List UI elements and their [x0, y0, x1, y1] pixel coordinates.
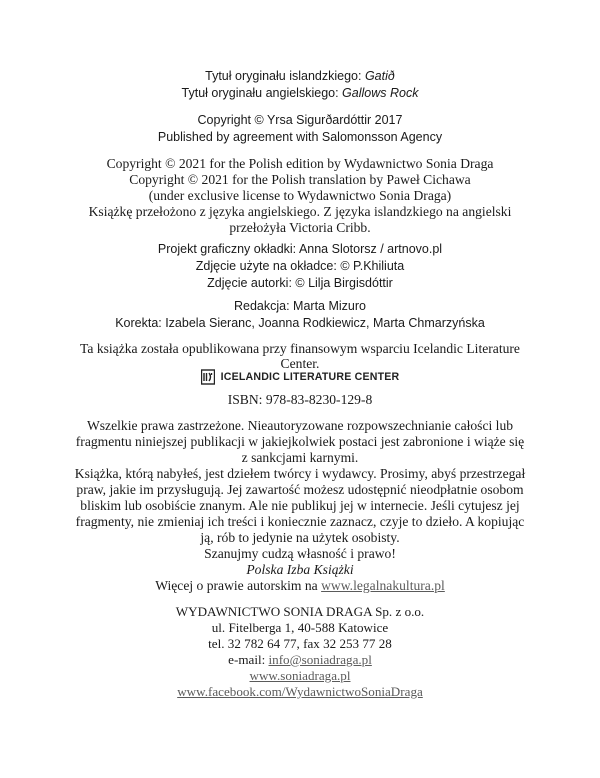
cover-design-credit: Projekt graficzny okładki: Anna Slotorsz / artnovo.pl	[157, 242, 443, 256]
copyright-polish-translation: Copyright © 2021 for the Polish translation by Paweł Cichawa	[129, 172, 471, 187]
ilc-logo-text: ICELANDIC LITERATURE CENTER	[220, 371, 400, 383]
publisher-website-line	[0, 667, 600, 684]
proofreading-credit: Korekta: Izabela Sieranc, Joanna Rodkiewicz, Marta Chmarzyńska	[115, 316, 485, 330]
original-title-english	[0, 85, 600, 102]
label: Tytuł oryginału islandzkiego:	[205, 69, 365, 83]
legal-culture-prefix: Więcej o prawie autorskim na	[155, 578, 322, 593]
publisher-email-line	[0, 651, 600, 668]
rights-line: bliskim lub osobiście znanym. Ale nie publikuj jej w internecie. Jeśli cytujesz jej	[80, 498, 520, 513]
title-italic: Gatið	[364, 69, 395, 83]
support-note-cont: Center.	[280, 356, 320, 371]
title-italic: Gallows Rock	[342, 86, 419, 100]
rights-line: fragmenty, nie zmieniaj ich treści i koniecznie zaznacz, czyje to dzieło. A kopiując	[75, 514, 525, 529]
chamber-name-italic: Polska Izba Książki	[246, 562, 354, 577]
editor-credit: Redakcja: Marta Mizuro	[234, 299, 366, 313]
author-photo-credit: Zdjęcie autorki: © Lilja Birgisdóttir	[207, 276, 393, 290]
legal-culture-line	[0, 577, 600, 594]
rights-line: Wszelkie prawa zastrzeżone. Nieautoryzowane rozpowszechnianie całości lub	[86, 418, 514, 433]
rights-line: fragmentu niniejszej publikacji w jakiejkolwiek postaci jest zabronione i wiąże się	[75, 434, 525, 449]
agency-line: Published by agreement with Salomonsson Agency	[157, 130, 443, 144]
ilc-emblem-icon	[201, 369, 215, 385]
icelandic-literature-center-logo	[0, 369, 600, 385]
publisher-address: ul. Fitelberga 1, 40-588 Katowice	[211, 620, 389, 635]
facebook-link[interactable]: www.facebook.com/WydawnictwoSoniaDraga	[177, 684, 423, 699]
cover-photo-credit: Zdjęcie użyte na okładce: © P.Khiliuta	[195, 259, 405, 273]
copyright-author-line: Copyright © Yrsa Sigurðardóttir 2017	[197, 113, 403, 127]
website-link[interactable]: www.soniadraga.pl	[249, 668, 351, 683]
chamber-name	[0, 561, 600, 578]
copyright-polish-edition: Copyright © 2021 for the Polish edition by Wydawnictwo Sonia Draga	[106, 156, 494, 171]
isbn: ISBN: 978-83-8230-129-8	[227, 392, 373, 407]
publisher-phone: tel. 32 782 64 77, fax 32 253 77 28	[208, 636, 392, 651]
rights-line: Książka, którą nabyłeś, jest dziełem twórcy i wydawcy. Prosimy, abyś przestrzegał	[74, 466, 526, 481]
publisher-facebook-line	[0, 683, 600, 700]
original-title-icelandic	[0, 68, 600, 85]
email-link[interactable]: info@soniadraga.pl	[268, 652, 372, 667]
legalnakultura-link[interactable]: www.legalnakultura.pl	[321, 578, 445, 593]
respect-slogan: Szanujmy cudzą własność i prawo!	[204, 546, 396, 561]
translation-note: Książkę przełożono z języka angielskiego. Z języka islandzkiego na angielski	[88, 204, 512, 219]
publisher-name: WYDAWNICTWO SONIA DRAGA Sp. z o.o.	[175, 604, 425, 619]
email-prefix: e-mail:	[228, 652, 269, 667]
license-note: (under exclusive license to Wydawnictwo Sonia Draga)	[148, 188, 452, 203]
label: Tytuł oryginału angielskiego:	[181, 86, 343, 100]
translation-note-cont: przełożyła Victoria Cribb.	[229, 220, 371, 235]
rights-line: praw, jakie im przysługują. Jej zawartość możesz udostępnić nieodpłatnie osobom	[76, 482, 524, 497]
rights-line: z sankcjami karnymi.	[241, 450, 359, 465]
rights-line: ją, rób to jedynie na użytek osobisty.	[200, 530, 400, 545]
support-note: Ta książka została opublikowana przy finansowym wsparciu Icelandic Literature	[80, 341, 520, 356]
